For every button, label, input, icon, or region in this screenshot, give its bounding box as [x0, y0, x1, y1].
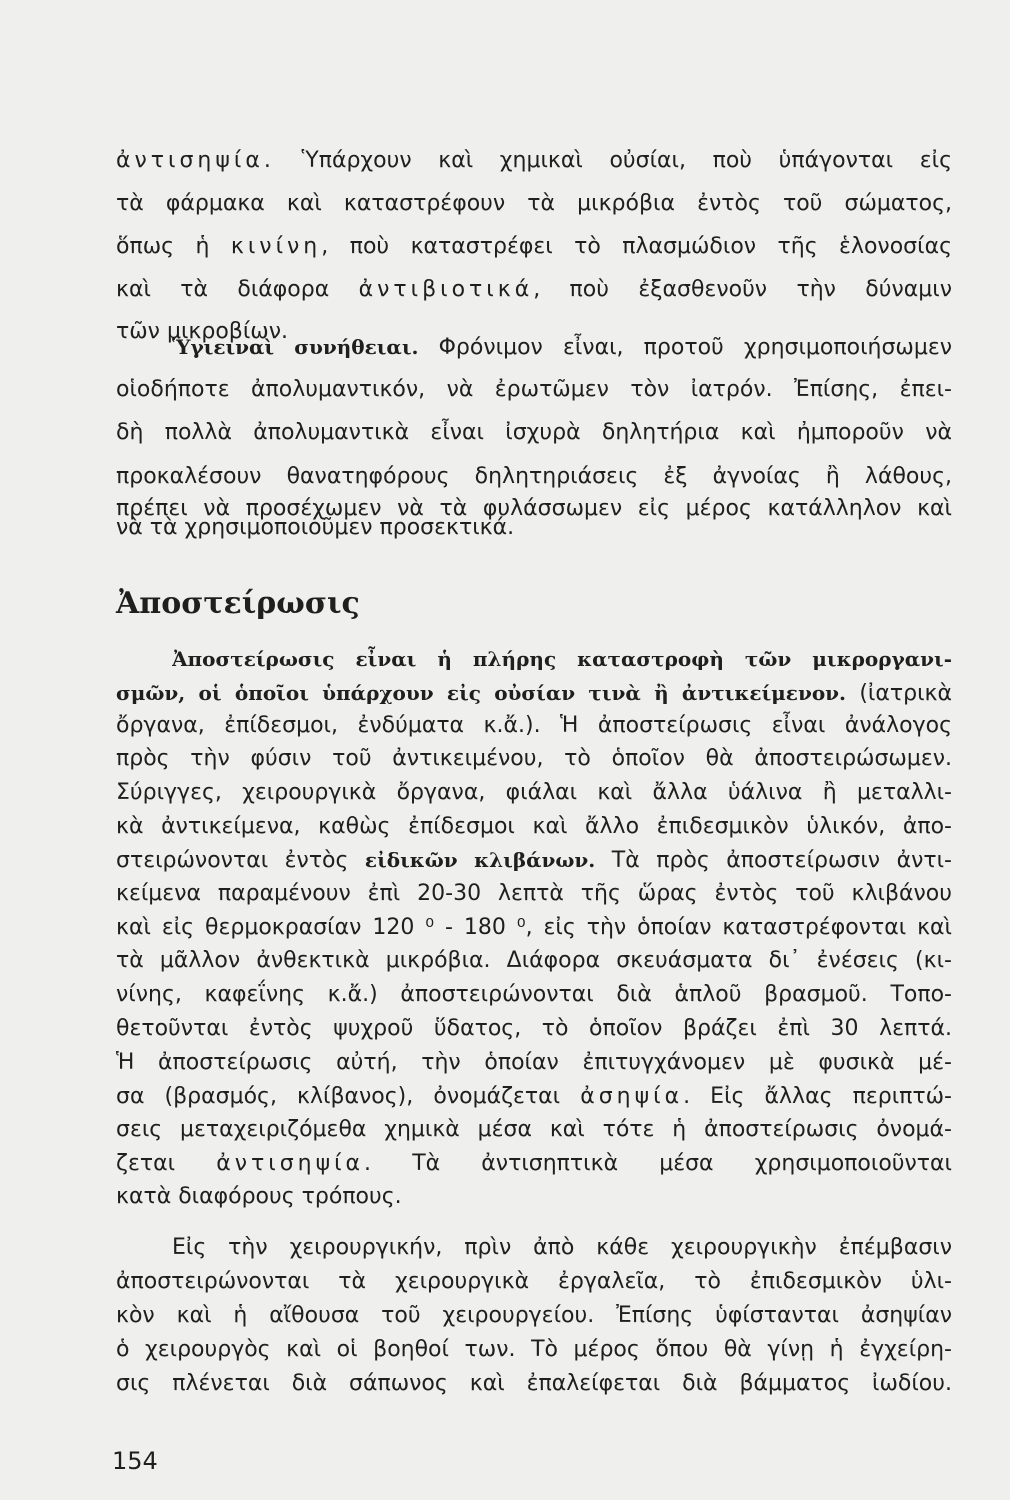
- text-line: προκαλέσουν θανατηφόρους δηλητηριάσεις ἐξ ἀγνοίας ἢ λάθους,: [116, 464, 952, 489]
- text-line: τὰ μᾶλλον ἀνθεκτικὰ μικρόβια. Διάφορα σκευάσματα δι᾿ ἐνέσεις (κι-: [116, 948, 952, 973]
- bold-definition: Ἀποστείρωσις εἶναι ἡ πλήρης καταστροφὴ τῶν μικροργανι-: [172, 647, 952, 671]
- text-line: θετοῦνται ἐντὸς ψυχροῦ ὕδατος, τὸ ὁποῖον βράζει ἐπὶ 30 λεπτά.: [116, 1016, 952, 1041]
- bold-term: εἰδικῶν κλιβάνων.: [364, 848, 596, 872]
- text-line: ἀποστειρώνονται τὰ χειρουργικὰ ἐργαλεῖα, τὸ ἐπιδεσμικὸν ὑλι-: [116, 1269, 952, 1294]
- text-line: ζεται ἀντισηψία. Τὰ ἀντισηπτικὰ μέσα χρησιμοποιοῦνται: [116, 1151, 952, 1176]
- spaced-term: ἀντιβιοτικά: [358, 277, 534, 302]
- text-line: κατὰ διαφόρους τρόπους.: [116, 1184, 402, 1209]
- text-line: καὶ τὰ διάφορα ἀντιβιοτικά, ποὺ ἐξασθενοῦν τὴν δύναμιν: [116, 277, 952, 302]
- spaced-term: κινίνη: [230, 234, 322, 259]
- text-line: νίνης, καφεΐνης κ.ἄ.) ἀποστειρώνονται διὰ ἁπλοῦ βρασμοῦ. Τοπο-: [116, 982, 952, 1007]
- text-line: [172, 642, 952, 677]
- spaced-term: ἀντισηψία: [216, 1151, 365, 1176]
- text-line: πρέπει νὰ προσέχωμεν νὰ τὰ φυλάσσωμεν εἰς μέρος κατάλληλον καὶ: [116, 496, 952, 521]
- text-line: σμῶν, οἱ ὁποῖοι ὑπάρχουν εἰς οὐσίαν τινὰ ἢ ἀντικείμενον. (ἰατρικὰ: [116, 681, 952, 706]
- text-line: νὰ τὰ χρησιμοποιοῦμεν προσεκτικά.: [116, 515, 515, 540]
- page-number: 154: [112, 1447, 158, 1475]
- text-line: ὄργανα, ἐπίδεσμοι, ἐνδύματα κ.ἄ.). Ἡ ἀποστείρωσις εἶναι ἀνάλογος: [116, 713, 952, 738]
- bold-definition: σμῶν, οἱ ὁποῖοι ὑπάρχουν εἰς οὐσίαν τινὰ ἢ ἀντικείμενον.: [116, 681, 847, 705]
- text-line: ὅπως ἡ κινίνη, ποὺ καταστρέφει τὸ πλασμώδιον τῆς ἑλονοσίας: [116, 234, 952, 259]
- text-line: ἀντισηψία. Ὑπάρχουν καὶ χημικαὶ οὐσίαι, ποὺ ὑπάγονται εἰς: [116, 148, 952, 173]
- text-line: κὸν καὶ ἡ αἴθουσα τοῦ χειρουργείου. Ἐπίσης ὑφίστανται ἀσηψίαν: [116, 1303, 952, 1328]
- text-line: Ὑγιειναὶ συνήθειαι. Φρόνιμον εἶναι, προτοῦ χρησιμοποιήσωμεν: [172, 335, 952, 360]
- text-line: καὶ εἰς θερμοκρασίαν 120 ⁰ - 180 ⁰, εἰς τὴν ὁποίαν καταστρέφονται καὶ: [116, 915, 952, 940]
- text-line: Εἰς τὴν χειρουργικήν, πρὶν ἀπὸ κάθε χειρουργικὴν ἐπέμβασιν: [172, 1235, 952, 1260]
- section-heading: Ἀποστείρωσις: [116, 586, 360, 621]
- spaced-term: ἀσηψία: [580, 1084, 684, 1109]
- text-line: δὴ πολλὰ ἀπολυμαντικὰ εἶναι ἰσχυρὰ δηλητήρια καὶ ἠμποροῦν νὰ: [116, 420, 952, 445]
- text-line: τῶν μικροβίων.: [116, 319, 288, 344]
- bold-lead: Ὑγιειναὶ συνήθειαι.: [172, 335, 419, 359]
- text-line: σις πλένεται διὰ σάπωνος καὶ ἐπαλείφεται διὰ βάμματος ἰωδίου.: [116, 1371, 952, 1396]
- text-line: σα (βρασμός, κλίβανος), ὀνομάζεται ἀσηψία. Εἰς ἄλλας περιπτώ-: [116, 1084, 952, 1109]
- text-line: ὁ χειρουργὸς καὶ οἱ βοηθοί των. Τὸ μέρος ὅπου θὰ γίνῃ ἡ ἐγχείρη-: [116, 1337, 952, 1362]
- text-line: στειρώνονται ἐντὸς εἰδικῶν κλιβάνων. Τὰ πρὸς ἀποστείρωσιν ἀντι-: [116, 848, 952, 873]
- text-line: Σύριγγες, χειρουργικὰ ὄργανα, φιάλαι καὶ ἄλλα ὑάλινα ἢ μεταλλι-: [116, 780, 952, 805]
- text-line: σεις μεταχειριζόμεθα χημικὰ μέσα καὶ τότε ἡ ἀποστείρωσις ὀνομά-: [116, 1117, 952, 1142]
- text-line: πρὸς τὴν φύσιν τοῦ ἀντικειμένου, τὸ ὁποῖον θὰ ἀποστειρώσωμεν.: [116, 746, 952, 771]
- text-line: οἱοδήποτε ἀπολυμαντικόν, νὰ ἐρωτῶμεν τὸν ἰατρόν. Ἐπίσης, ἐπει-: [116, 377, 952, 402]
- spaced-term: ἀντισηψία.: [116, 148, 275, 173]
- text-line: κὰ ἀντικείμενα, καθὼς ἐπίδεσμοι καὶ ἄλλο ἐπιδεσμικὸν ὑλικόν, ἀπο-: [116, 814, 952, 839]
- text-line: τὰ φάρμακα καὶ καταστρέφουν τὰ μικρόβια ἐντὸς τοῦ σώματος,: [116, 191, 952, 216]
- text-line: Ἡ ἀποστείρωσις αὐτή, τὴν ὁποίαν ἐπιτυγχάνομεν μὲ φυσικὰ μέ-: [116, 1050, 952, 1075]
- text-line: κείμενα παραμένουν ἐπὶ 20-30 λεπτὰ τῆς ὥρας ἐντὸς τοῦ κλιβάνου: [116, 881, 952, 906]
